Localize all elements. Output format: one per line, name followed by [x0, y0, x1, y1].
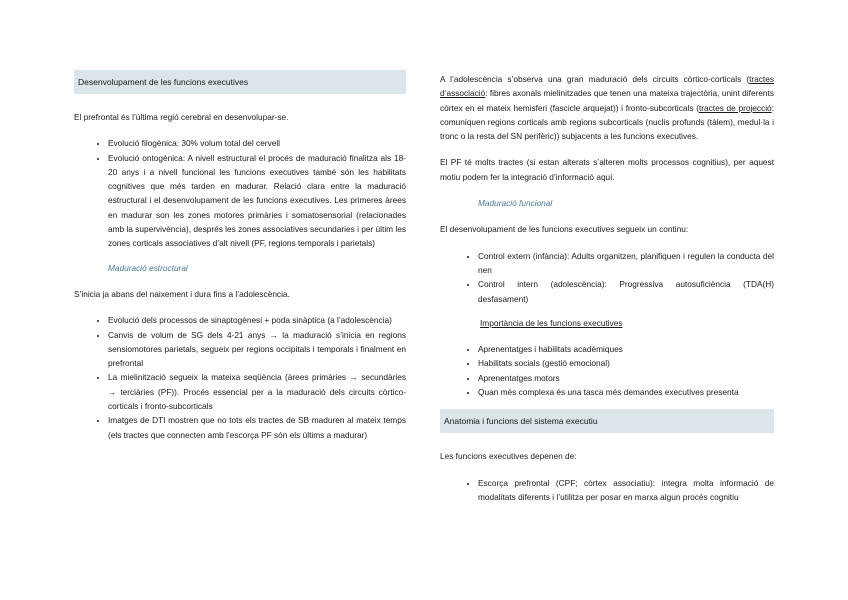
- importance-title: Importància de les funcions executives: [480, 317, 623, 328]
- list-item: • Imatges de DTI mostren que no tots els tractes de SB maduren al mateix temps (els tractes que connecten amb l’escorça PF són els últims a madurar): [108, 413, 406, 442]
- list-item: • Aprenentatges i habilitats acadèmiques: [478, 342, 774, 356]
- paragraph-depend: Les funcions executives depenen de:: [440, 451, 577, 462]
- subheading-structural-maturation: Maduració estructural: [108, 262, 188, 273]
- right-column: [440, 72, 774, 514]
- list-item: • Control intern (adolescència): Progressiva autosuficiència (TDA(H) desfasament): [478, 277, 774, 306]
- structural-list: [74, 313, 406, 442]
- paragraph-continuum: El desenvolupament de les funcions executives segueix un continu:: [440, 224, 689, 235]
- list-item: • Canvis de volum de SG dels 4-21 anys → la maduració s’inicia en regions sensiomotores parietals, segueix per regions occipitals i temporals i finalment en prefrontal: [108, 328, 406, 371]
- subheading-functional-maturation: Maduració funcional: [478, 198, 553, 209]
- paragraph-structural: S’inicia ja abans del naixement i dura fins a l’adolescència.: [74, 288, 290, 299]
- left-column: [74, 70, 406, 452]
- paragraph-pf-tracts: El PF té molts tractes (si estan alterats s’alteren molts processos cognitius), per aquest motiu podem fer la integració d’informació aquí.: [440, 157, 774, 182]
- section-header-executive-development: Desenvolupament de les funcions executives: [74, 70, 406, 94]
- list-item: • Quan més complexa és una tasca més demandes executives presenta: [478, 385, 774, 399]
- list-item: • Aprenentatges motors: [478, 371, 774, 385]
- paragraph-circuits: A l’adolescència s’observa una gran maduració dels circuits còrtico-corticals (tractes d’associació: fibres axonals mielinitzades que tenen una mateixa trajectòria, unint diferents còrtex en el mateix hemisferi (fascicle arquejat)) i fronto-subcorticals (tractes de projecció: comuniquen regions corticals amb regions subcorticals (nuclis profunds (tàlem), medul·la i tronc o la resta del SN perifèric)) subjacents a les funcions executives.: [440, 74, 774, 142]
- anatomy-list: [440, 476, 774, 505]
- intro-paragraph: El prefrontal és l’última regió cerebral en desenvolupar-se.: [74, 112, 289, 122]
- list-item: • Evolució filogènica: 30% volum total del cervell: [108, 136, 406, 150]
- section-header-anatomy: Anatomia i funcions del sistema executiu: [440, 409, 774, 433]
- list-item: • Control extern (infància): Adults organitzen, planifiquen i regulen la conducta del nen: [478, 249, 774, 278]
- list-item: • Evolució dels processos de sinaptogènesi + poda sinàptica (a l’adolescència): [108, 313, 406, 327]
- term-projection-tracts: tractes de projecció: [698, 102, 772, 113]
- term-association-tracts: tractes d’associació: [440, 74, 774, 99]
- evolution-list: [74, 136, 406, 250]
- list-item: • Evolució ontogènica: A nivell estructural el procés de maduració finalitza als 18-20 anys i a nivell funcional les funcions executives també són les habilitats cognitives que més tarden en madurar. Relació clara entre la maduració estructural i el desenvolupament de les funcions executives. Les primeres àrees en madurar son les zones motores primàries i somatosensorial (relacionades amb la supervivència), després les zones associatives secundaries i per últim les zones corticals associatives d’alt nivell (PF, regions temporals i parietals): [108, 151, 406, 251]
- importance-list: [440, 342, 774, 399]
- list-item: • La mielinització segueix la mateixa seqüència (àrees primàries → secundàries → terciàries (PF)). Procés essencial per a la maduració dels circuits còrtico-corticals i fronto-subcorticals: [108, 370, 406, 413]
- list-item: • Escorça prefrontal (CPF; còrtex associatiu): integra molta informació de modalitats diferents i l’utilitza per posar en marxa algun procés cognitiu: [478, 476, 774, 505]
- list-item: • Habilitats socials (gestió emocional): [478, 356, 774, 370]
- control-list: [440, 249, 774, 306]
